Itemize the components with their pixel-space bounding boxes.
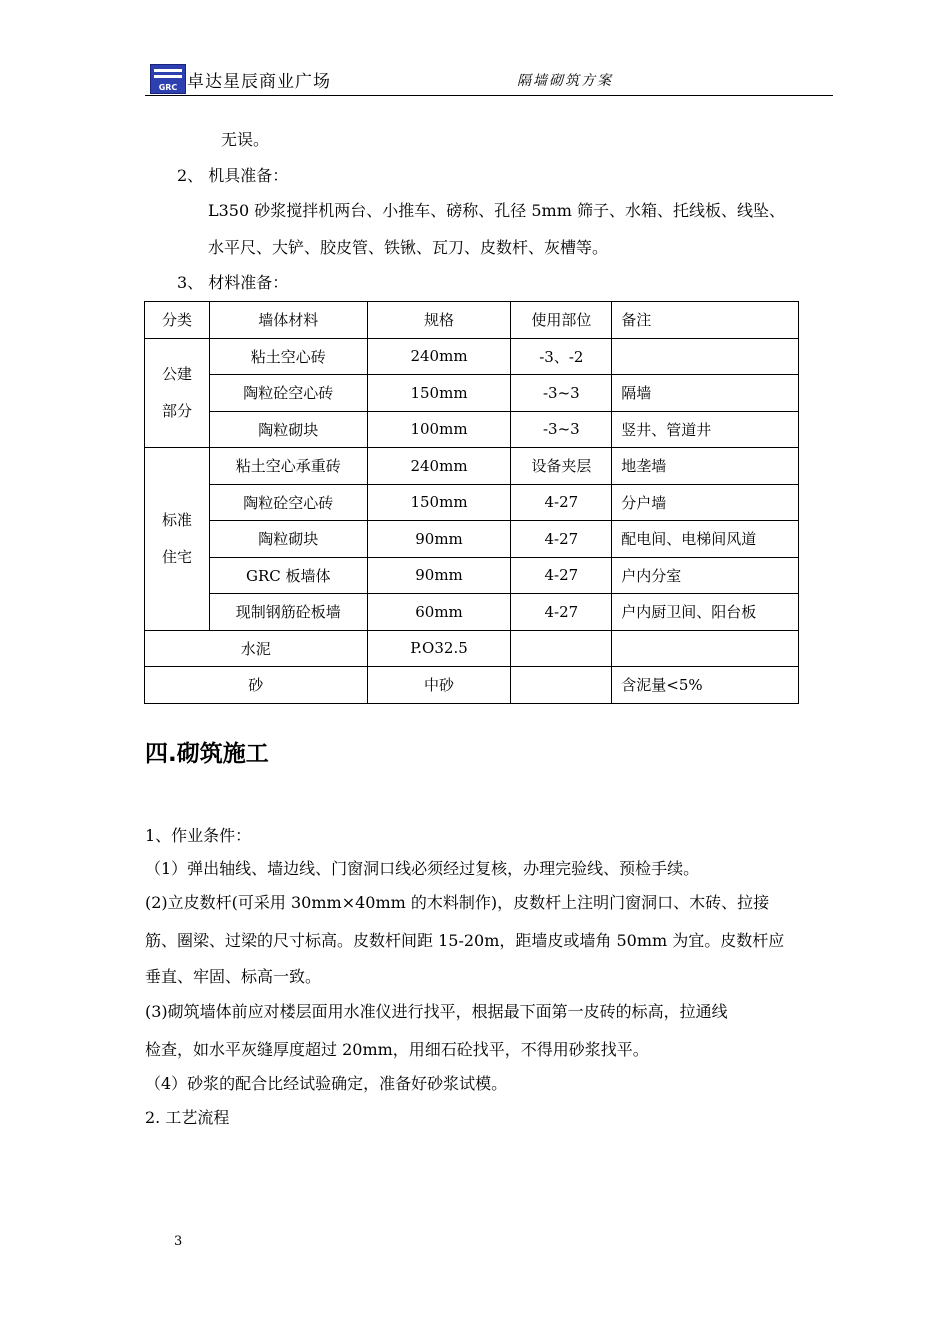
header-cell: 使用部位 [511, 302, 612, 339]
location-cell: 4-27 [511, 594, 612, 631]
materials-heading: 3、 材料准备： [177, 273, 289, 292]
page-header [145, 58, 833, 96]
intro-line-1: 无误。 [221, 130, 270, 149]
material-cell: 粘土空心承重砖 [209, 448, 367, 485]
spec-cell: 150mm [367, 375, 511, 412]
section-line-3: (2)立皮数杆(可采用 30mm×40mm 的木料制作)，皮数杆上注明门窗洞口、木砖、拉接 [145, 893, 770, 912]
section-line-4: 筋、圈梁、过梁的尺寸标高。皮数杆间距 15-20m，距墙皮或墙角 50mm 为宜。皮数杆应 [145, 931, 785, 950]
table-row [145, 448, 799, 485]
spec-cell: 100mm [367, 411, 511, 448]
remark-cell: 分户墙 [612, 484, 799, 521]
table-header-row [145, 302, 799, 339]
category-label: 部分 [161, 401, 192, 420]
table-row [145, 521, 799, 558]
material-cell: 粘土空心砖 [209, 338, 367, 375]
category-cell [145, 338, 210, 448]
section-title: 四.砌筑施工 [145, 741, 269, 767]
materials-table [144, 301, 799, 704]
material-cell: 陶粒砼空心砖 [209, 375, 367, 412]
location-cell [511, 667, 612, 704]
tools-line-1: L350 砂浆搅拌机两台、小推车、磅称、孔径 5mm 筛子、水箱、托线板、线坠、 [208, 201, 785, 220]
spec-cell: 90mm [367, 557, 511, 594]
category-label: 标准 [161, 510, 192, 529]
company-logo [150, 64, 186, 94]
material-cell: 砂 [145, 667, 368, 704]
material-cell: 现制钢筋砼板墙 [209, 594, 367, 631]
material-cell: GRC 板墙体 [209, 557, 367, 594]
remark-cell [612, 630, 799, 667]
logo-text: GRC [158, 83, 178, 92]
material-cell: 陶粒砌块 [209, 521, 367, 558]
section-line-7: 检查，如水平灰缝厚度超过 20mm，用细石砼找平，不得用砂浆找平。 [145, 1040, 649, 1059]
spec-cell: 240mm [367, 448, 511, 485]
page-number: 3 [174, 1234, 183, 1249]
section-line-2: （1）弹出轴线、墙边线、门窗洞口线必须经过复核，办理完验线、预检手续。 [145, 859, 700, 878]
table-row [145, 375, 799, 412]
section-line-5: 垂直、牢固、标高一致。 [145, 967, 322, 986]
category-label: 公建 [161, 364, 192, 383]
company-name: 卓达星辰商业广场 [187, 72, 331, 92]
table-row [145, 667, 799, 704]
header-cell: 分类 [145, 302, 210, 339]
location-cell: 4-27 [511, 484, 612, 521]
remark-cell: 竖井、管道井 [612, 411, 799, 448]
material-cell: 水泥 [145, 630, 368, 667]
table-row [145, 411, 799, 448]
location-cell: -3、-2 [511, 338, 612, 375]
table-row [145, 338, 799, 375]
header-cell: 备注 [612, 302, 799, 339]
category-label: 住宅 [161, 547, 192, 566]
section-line-1: 1、作业条件： [145, 826, 252, 845]
location-cell: -3~3 [511, 375, 612, 412]
spec-cell: P.O32.5 [367, 630, 511, 667]
spec-cell: 150mm [367, 484, 511, 521]
remark-cell: 配电间、电梯间风道 [612, 521, 799, 558]
spec-cell: 60mm [367, 594, 511, 631]
document-title: 隔墙砌筑方案 [517, 73, 613, 89]
section-line-8: （4）砂浆的配合比经试验确定，准备好砂浆试模。 [145, 1074, 508, 1093]
section-line-6: (3)砌筑墙体前应对楼层面用水准仪进行找平，根据最下面第一皮砖的标高，拉通线 [145, 1002, 728, 1021]
location-cell [511, 630, 612, 667]
table-row [145, 630, 799, 667]
location-cell: -3~3 [511, 411, 612, 448]
category-cell [145, 448, 210, 631]
tools-line-2: 水平尺、大铲、胶皮管、铁锹、瓦刀、皮数杆、灰槽等。 [208, 238, 609, 257]
table-row [145, 594, 799, 631]
remark-cell: 户内厨卫间、阳台板 [612, 594, 799, 631]
section-line-9: 2. 工艺流程 [145, 1108, 230, 1127]
spec-cell: 240mm [367, 338, 511, 375]
header-divider [145, 95, 833, 96]
remark-cell: 含泥量<5% [612, 667, 799, 704]
location-cell: 4-27 [511, 557, 612, 594]
remark-cell [612, 338, 799, 375]
spec-cell: 中砂 [367, 667, 511, 704]
material-cell: 陶粒砼空心砖 [209, 484, 367, 521]
table-row [145, 484, 799, 521]
tools-heading: 2、 机具准备： [177, 166, 289, 185]
material-cell: 陶粒砌块 [209, 411, 367, 448]
remark-cell: 地垄墙 [612, 448, 799, 485]
remark-cell: 户内分室 [612, 557, 799, 594]
location-cell: 设备夹层 [511, 448, 612, 485]
remark-cell: 隔墙 [612, 375, 799, 412]
table-row [145, 557, 799, 594]
location-cell: 4-27 [511, 521, 612, 558]
spec-cell: 90mm [367, 521, 511, 558]
header-cell: 墙体材料 [209, 302, 367, 339]
header-cell: 规格 [367, 302, 511, 339]
